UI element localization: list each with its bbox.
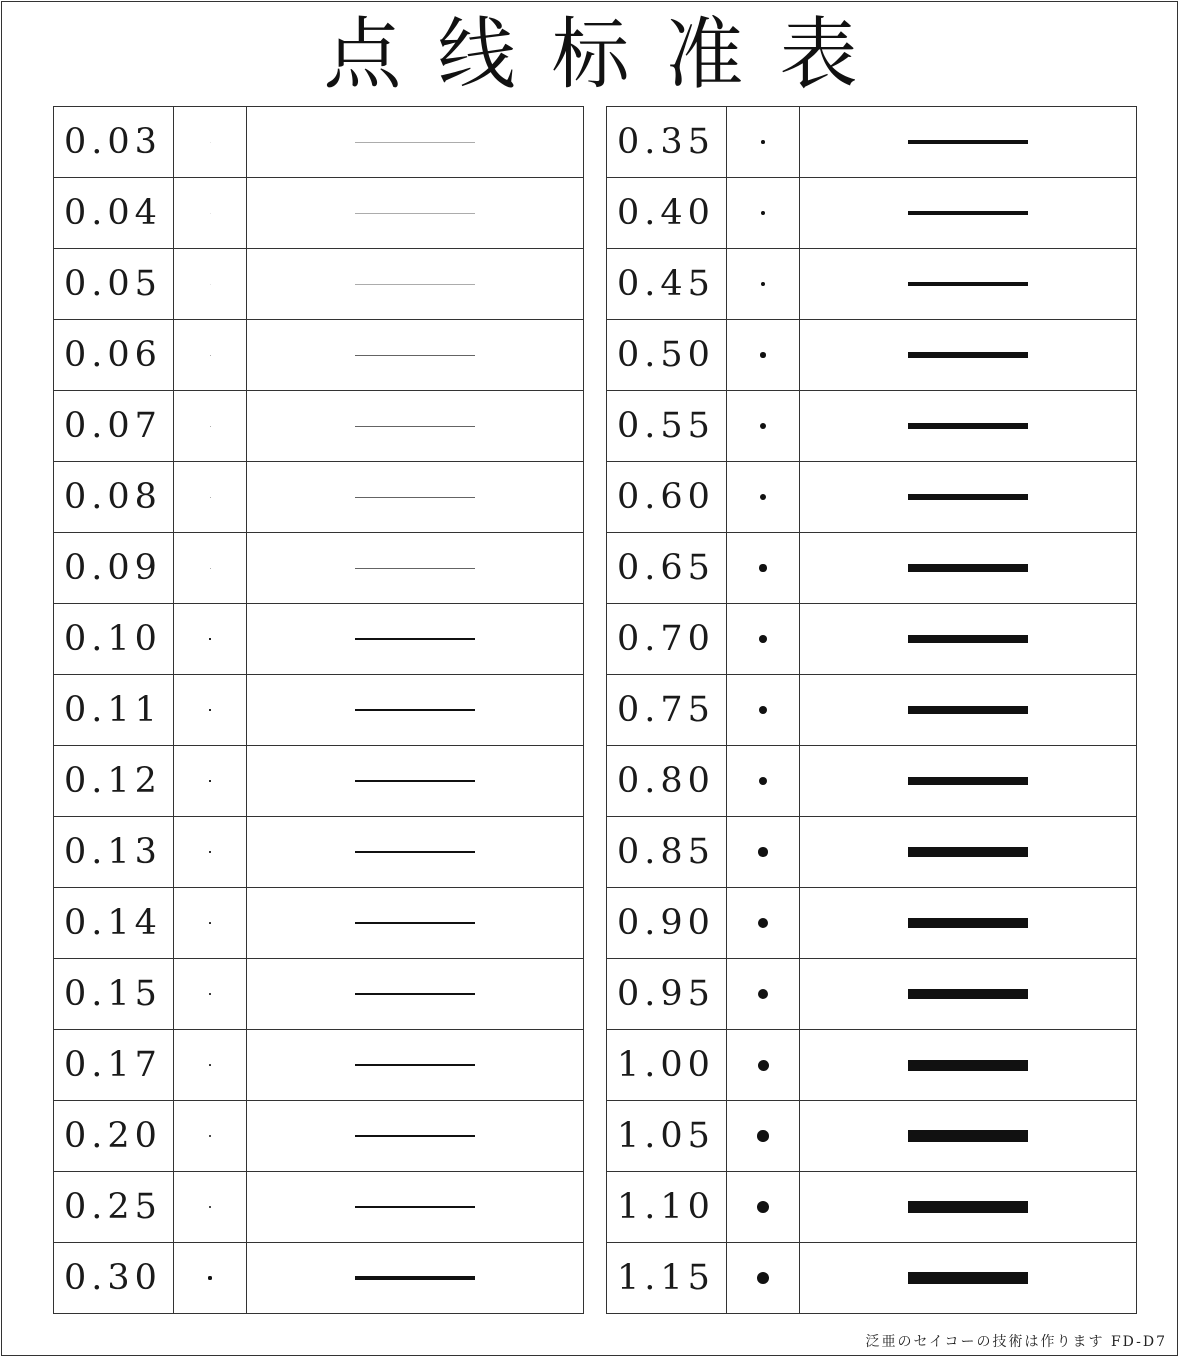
table-row [54,675,584,746]
table-row [607,1243,1137,1314]
line-sample-cell [800,107,1137,177]
line-sample [908,140,1028,144]
line-sample [908,423,1028,429]
dot-sample [760,352,766,358]
size-value: 0.35 [607,107,727,177]
size-value: 1.00 [607,1030,727,1100]
size-value: 0.80 [607,746,727,816]
dot-sample-cell [727,1101,800,1171]
size-value: 0.60 [607,462,727,532]
size-value: 0.15 [54,959,174,1029]
size-value: 0.45 [607,249,727,319]
table-row [54,1101,584,1172]
line-sample-cell [800,1172,1137,1242]
size-value: 0.17 [54,1030,174,1100]
line-sample-cell [800,391,1137,461]
size-value: 0.85 [607,817,727,887]
size-value: 1.15 [607,1243,727,1313]
dot-sample-cell [174,320,247,390]
line-sample-cell [247,817,584,887]
line-sample [908,1130,1028,1142]
line-sample-cell [800,746,1137,816]
dot-sample-cell [174,675,247,745]
table-row [54,817,584,888]
dot-sample [209,638,210,639]
line-sample-cell [247,1172,584,1242]
dot-sample-cell [727,249,800,319]
dot-sample [210,497,211,498]
table-row [54,249,584,320]
size-value: 0.03 [54,107,174,177]
line-sample [908,989,1028,999]
size-value: 0.25 [54,1172,174,1242]
line-sample [908,1060,1028,1071]
table-row [54,462,584,533]
size-value: 0.09 [54,533,174,603]
dot-sample [210,355,211,356]
size-value: 0.08 [54,462,174,532]
size-value: 0.13 [54,817,174,887]
line-sample [908,282,1028,287]
line-sample [908,847,1028,856]
line-sample [355,993,475,995]
dot-sample-cell [174,959,247,1029]
dot-sample [209,1135,211,1137]
table-right [606,106,1137,1314]
line-sample-cell [800,675,1137,745]
dot-sample-cell [727,462,800,532]
table-row [607,249,1137,320]
line-sample-cell [247,1243,584,1313]
line-sample-cell [800,1030,1137,1100]
line-sample-cell [800,249,1137,319]
size-value: 0.95 [607,959,727,1029]
size-value: 0.50 [607,320,727,390]
size-value: 0.07 [54,391,174,461]
table-row [607,1101,1137,1172]
table-row [607,107,1137,178]
dot-sample [760,494,767,501]
size-value: 0.70 [607,604,727,674]
dot-sample [209,780,210,781]
size-value: 0.10 [54,604,174,674]
dot-sample [210,213,211,214]
line-sample-cell [247,320,584,390]
dot-sample [761,211,765,215]
table-row [607,959,1137,1030]
line-sample-cell [800,320,1137,390]
table-row [607,817,1137,888]
size-value: 0.40 [607,178,727,248]
line-sample [908,1201,1028,1213]
line-sample [908,635,1028,643]
line-sample-cell [800,817,1137,887]
size-value: 0.14 [54,888,174,958]
line-sample [908,1272,1028,1285]
dot-sample-cell [174,462,247,532]
line-sample-cell [247,746,584,816]
dot-sample [758,918,768,928]
dot-sample-cell [727,1243,800,1313]
dot-sample [209,1064,211,1066]
line-sample-cell [247,675,584,745]
line-sample-cell [800,1101,1137,1171]
dot-sample-cell [174,1243,247,1313]
line-sample [355,142,475,143]
line-sample [355,922,475,924]
table-row [607,178,1137,249]
line-sample [908,777,1028,786]
line-sample [355,851,475,852]
dot-sample [208,1276,211,1279]
dot-sample [759,635,767,643]
dot-sample-cell [174,1030,247,1100]
line-sample [908,211,1028,215]
dot-sample [761,282,766,287]
table-row [607,888,1137,959]
table-row [54,107,584,178]
table-row [54,1030,584,1101]
table-row [54,888,584,959]
table-row [607,1172,1137,1243]
dot-sample-cell [174,533,247,603]
dot-sample-cell [174,817,247,887]
table-row [607,675,1137,746]
line-sample [355,709,475,710]
dot-sample-cell [727,1030,800,1100]
line-sample-cell [247,107,584,177]
dot-sample [209,851,210,852]
line-sample [908,494,1028,501]
table-row [54,320,584,391]
size-value: 0.75 [607,675,727,745]
line-sample-cell [247,959,584,1029]
dot-sample-cell [727,1172,800,1242]
table-row [54,604,584,675]
line-sample [908,706,1028,714]
dot-sample-cell [727,533,800,603]
table-row [607,533,1137,604]
dot-sample-cell [727,178,800,248]
line-sample-cell [800,888,1137,958]
dot-sample-cell [727,675,800,745]
size-value: 0.55 [607,391,727,461]
line-sample-cell [247,391,584,461]
table-row [607,320,1137,391]
table-row [607,1030,1137,1101]
dot-sample [757,1272,770,1285]
line-sample [355,284,475,285]
dot-sample-cell [727,888,800,958]
line-sample [355,497,475,498]
dot-sample-cell [174,249,247,319]
dot-sample-cell [727,746,800,816]
dot-sample-cell [727,320,800,390]
dot-sample-cell [174,888,247,958]
line-sample [908,352,1028,358]
dot-sample [759,564,766,571]
dot-sample-cell [174,107,247,177]
line-sample [908,918,1028,928]
size-value: 1.10 [607,1172,727,1242]
page-title: 点线标准表 [323,10,894,100]
table-row [54,746,584,817]
size-value: 0.30 [54,1243,174,1313]
dot-sample [759,706,767,714]
size-value: 0.20 [54,1101,174,1171]
dot-sample [210,142,211,143]
size-value: 0.04 [54,178,174,248]
table-row [54,178,584,249]
line-sample [355,426,475,427]
dot-sample-cell [727,391,800,461]
dot-sample [757,1201,769,1213]
line-sample-cell [247,249,584,319]
dot-sample-cell [727,959,800,1029]
size-value: 0.65 [607,533,727,603]
line-sample-cell [247,1030,584,1100]
dot-sample-cell [174,391,247,461]
line-sample-cell [800,604,1137,674]
line-sample [355,638,475,639]
table-row [54,533,584,604]
dot-sample [210,426,211,427]
line-sample-cell [800,1243,1137,1313]
size-value: 1.05 [607,1101,727,1171]
line-sample [355,568,475,569]
dot-sample [757,1130,769,1142]
line-sample [355,780,475,781]
line-sample [355,355,475,356]
line-sample-cell [247,1101,584,1171]
dot-sample-cell [174,746,247,816]
table-row [54,1243,584,1314]
line-sample-cell [800,462,1137,532]
line-sample [355,213,475,214]
size-value: 0.05 [54,249,174,319]
size-value: 0.06 [54,320,174,390]
size-value: 0.12 [54,746,174,816]
dot-sample [758,989,768,999]
dot-sample-cell [174,604,247,674]
table-row [54,391,584,462]
dot-sample-cell [174,178,247,248]
size-value: 0.11 [54,675,174,745]
footer-note: 泛亜のセイコーの技術は作ります FD-D7 [865,1334,1167,1350]
size-value: 0.90 [607,888,727,958]
line-sample [355,1135,475,1137]
line-sample-cell [247,533,584,603]
table-row [607,462,1137,533]
dot-sample-cell [727,817,800,887]
line-sample [355,1064,475,1066]
line-sample-cell [247,178,584,248]
dot-sample-cell [727,107,800,177]
dot-sample-cell [174,1172,247,1242]
dot-sample [209,1206,212,1209]
line-sample [355,1206,475,1209]
line-sample [908,564,1028,571]
dot-sample [759,777,768,786]
line-sample-cell [800,533,1137,603]
line-sample-cell [247,462,584,532]
table-row [54,1172,584,1243]
line-sample [355,1276,475,1279]
dot-sample-cell [727,604,800,674]
dot-sample [760,423,766,429]
dot-sample [209,709,210,710]
table-row [607,746,1137,817]
table-row [54,959,584,1030]
dot-sample [209,993,211,995]
dot-sample-cell [174,1101,247,1171]
line-sample-cell [800,959,1137,1029]
dot-sample [758,1060,769,1071]
dot-sample [758,847,767,856]
line-sample-cell [247,604,584,674]
dot-sample [210,284,211,285]
dot-sample [210,568,211,569]
table-row [607,604,1137,675]
line-sample-cell [800,178,1137,248]
table-left [53,106,584,1314]
table-row [607,391,1137,462]
dot-sample [761,140,765,144]
dot-sample [209,922,211,924]
line-sample-cell [247,888,584,958]
